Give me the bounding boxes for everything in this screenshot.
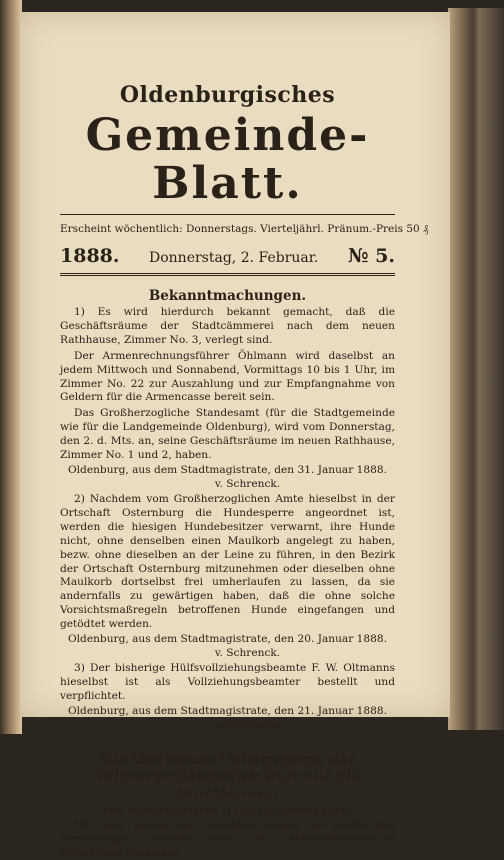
publication-info: Erscheint wöchentlich: Donnerstags. Vierteljährl. Pränum.-Preis 50 ₰ — [60, 223, 429, 235]
section-heading: Bekanntmachungen. — [148, 288, 307, 304]
dateline — [60, 245, 395, 267]
signature-name: v. Schrenck. — [214, 718, 281, 731]
section-divider — [198, 742, 258, 743]
signature-place: Oldenburg, aus dem Stadtmagistrate, den 20. Januar 1888. — [67, 633, 387, 646]
dateline-rule — [60, 273, 395, 276]
notice-paragraph: Der Armenrechnungsführer Öhlmann wird daselbst an jedem Mittwoch und Sonnabend, Vormittags 10 bis 1 Uhr, im Zimmer No. 22 zur Auszahlung und zur Empfangnahme von Geldern für die Armencasse bereit sein. — [60, 349, 395, 404]
signature-place: Oldenburg, aus dem Stadtmagistrate, den 31. Januar 1888. — [67, 463, 387, 476]
notice-paragraph: 1) Es wird hierdurch bekannt gemacht, daß die Geschäftsräume der Stadtcämmerei nach dem neuen Rathhause, Zimmer No. 3, verlegt sind. — [60, 306, 395, 346]
masthead-subtitle: Oldenburgisches — [119, 82, 336, 108]
issue-number: № 5. — [347, 245, 395, 267]
newspaper-page — [20, 12, 450, 859]
book-binding — [0, 0, 22, 734]
book-page-edges — [448, 8, 504, 730]
issue-date: Donnerstag, 2. Februar. — [149, 250, 319, 266]
notice-paragraph: 2) Nachdem vom Großherzoglichen Amte hieselbst in der Ortschaft Osternburg die Hundesperre angeordnet ist, werden die hiesigen Hundebesitzer verwarnt, ihre Hunde nicht, ohne denselben einen Maulkorb angelegt zu haben, bezw. ohne dieselben an der Leine zu führen, in den Bezirk der Ortschaft Osternburg mitzunehmen oder dieselben ohne Maulkorb dortselbst frei umherlaufen zu lassen, da sie andernfalls zu gewärtigen haben, daß die ohne solche Vorsichtsmaßregeln betroffenen Hunde eingefangen und getödtet werden. — [60, 492, 395, 631]
article-title-line-1: Die theilweise Uebernahme der — [99, 750, 356, 768]
article-paragraph: Mit sehr gemischten Gefühlen stehen die städtischen Verwaltungen diesem eben im Abgeordnetenhause berathenen Gesetzent- — [60, 818, 395, 859]
signature-place: Oldenburg, aus dem Stadtmagistrate, den 21. Januar 1888. — [67, 704, 387, 717]
notice-paragraph: 3) Der bisherige Hülfsvollziehungsbeamte F. W. Oltmanns hieselbst ist als Vollziehungsbeamter bestellt und verpflichtet. — [60, 662, 395, 702]
page-content — [60, 82, 429, 860]
signature-name: v. Schrenck. — [214, 477, 281, 490]
notice-paragraph: Das Großherzogliche Standesamt (für die Stadtgemeinde wie für die Landgemeinde Oldenburg), wird vom Donnerstag, den 2. d. Mts. an, seine Geschäftsräume im neuen Rathhause, Zimmer No. 1 und 2, haben. — [60, 407, 395, 462]
issue-year: 1888. — [60, 245, 120, 267]
article-byline: von Bürgermeister Hahn in Nordhausen. — [102, 803, 353, 817]
masthead-title: Gemeinde-Blatt. — [85, 110, 370, 209]
signature-name: v. Schrenck. — [214, 647, 281, 660]
masthead-rule — [60, 214, 395, 215]
article-title-line-2: Volksschullehrergehälter auf die Staatskasse, — [94, 767, 361, 802]
